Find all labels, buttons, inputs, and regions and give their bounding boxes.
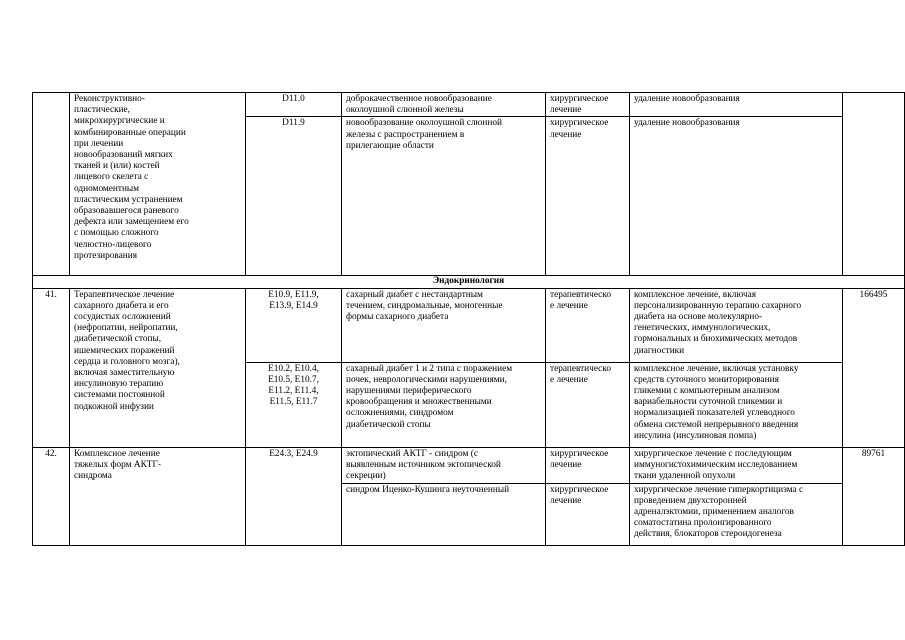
treatment-method-cell: комплексное лечение, включая персонализированную терапию сахарного диабета на основе молекулярно- генетических, иммунологических, гормональных и биохимических методов диагностики	[630, 288, 843, 362]
diagnosis-cell: синдром Иценко-Кушинга неуточненный	[342, 483, 546, 545]
table-row	[33, 93, 905, 117]
price-cell: 166495	[843, 288, 905, 447]
treatment-method-cell: хирургическое лечение с последующим иммуногистохимическим исследованием ткани удаленной опухоли	[630, 447, 843, 483]
treatment-type-cell: хирургическое лечение	[546, 93, 630, 117]
icd-code-cell: E10.9, E11.9, E13.9, E14.9	[246, 288, 342, 362]
treatment-method-cell: комплексное лечение, включая установку средств суточного мониторирования гликемии с компьютерным анализом вариабельности суточной гликемии и нормализацией показателей углеводного обмена системой непрерывного введения инсулина (инсулиновая помпа)	[630, 362, 843, 447]
method-cell: Терапевтическое лечение сахарного диабета и его сосудистых осложнений (нефропатии, нейропатии, диабетической стопы, ишемических поражений сердца и головного мозга), включая заместительную инсулиновую терапию системами постоянной подкожной инфузии	[70, 288, 246, 447]
row-number-cell: 42.	[33, 447, 70, 545]
price-cell	[843, 93, 905, 276]
diagnosis-cell: эктопический АКТГ - синдром (с выявленным источником эктопической секреции)	[342, 447, 546, 483]
treatment-method-cell: хирургическое лечение гиперкортицизма с проведением двухсторонней адреналэктомии, применением аналогов соматостатина пролонгированного действия, блокаторов стероидогенеза	[630, 483, 843, 545]
diagnosis-cell: сахарный диабет с нестандартным течением, синдромальные, моногенные формы сахарного диабета	[342, 288, 546, 362]
row-number-cell	[33, 93, 70, 276]
treatment-method-cell: удаление новообразования	[630, 117, 843, 276]
treatment-type-cell: терапевтическо е лечение	[546, 288, 630, 362]
diagnosis-cell: сахарный диабет 1 и 2 типа с поражением почек, неврологическими нарушениями, нарушениями периферического кровообращения и множественными осложнениями, синдромом диабетической стопы	[342, 362, 546, 447]
table-row	[33, 447, 905, 483]
icd-code-cell: D11.0	[246, 93, 342, 117]
medical-care-table	[32, 92, 905, 546]
treatment-type-cell: хирургическое лечение	[546, 483, 630, 545]
treatment-method-cell: удаление новообразования	[630, 93, 843, 117]
method-cell: Комплексное лечение тяжелых форм АКТГ- синдрома	[70, 447, 246, 545]
diagnosis-cell: новообразование околоушной слюнной железы с распространением в прилегающие области	[342, 117, 546, 276]
table-row	[33, 288, 905, 362]
icd-code-cell: E10.2, E10.4, E10.5, E10.7, E11.2, E11.4, E11.5, E11.7	[246, 362, 342, 447]
treatment-type-cell: терапевтическо е лечение	[546, 362, 630, 447]
section-title: Эндокринология	[33, 276, 905, 288]
price-cell: 89761	[843, 447, 905, 545]
treatment-type-cell: хирургическое лечение	[546, 447, 630, 483]
icd-code-cell: D11.9	[246, 117, 342, 276]
treatment-type-cell: хирургическое лечение	[546, 117, 630, 276]
section-header-row	[33, 276, 905, 288]
row-number-cell: 41.	[33, 288, 70, 447]
method-cell: Реконструктивно- пластические, микрохирургические и комбинированные операции при лечении новообразований мягких тканей и (или) костей лицевого скелета с одномоментным пластическим устранением образовавшегося раневого дефекта или замещением его с помощью сложного челюстно-лицевого протезирования	[70, 93, 246, 276]
icd-code-cell: E24.3, E24.9	[246, 447, 342, 545]
diagnosis-cell: доброкачественное новообразование околоушной слюнной железы	[342, 93, 546, 117]
